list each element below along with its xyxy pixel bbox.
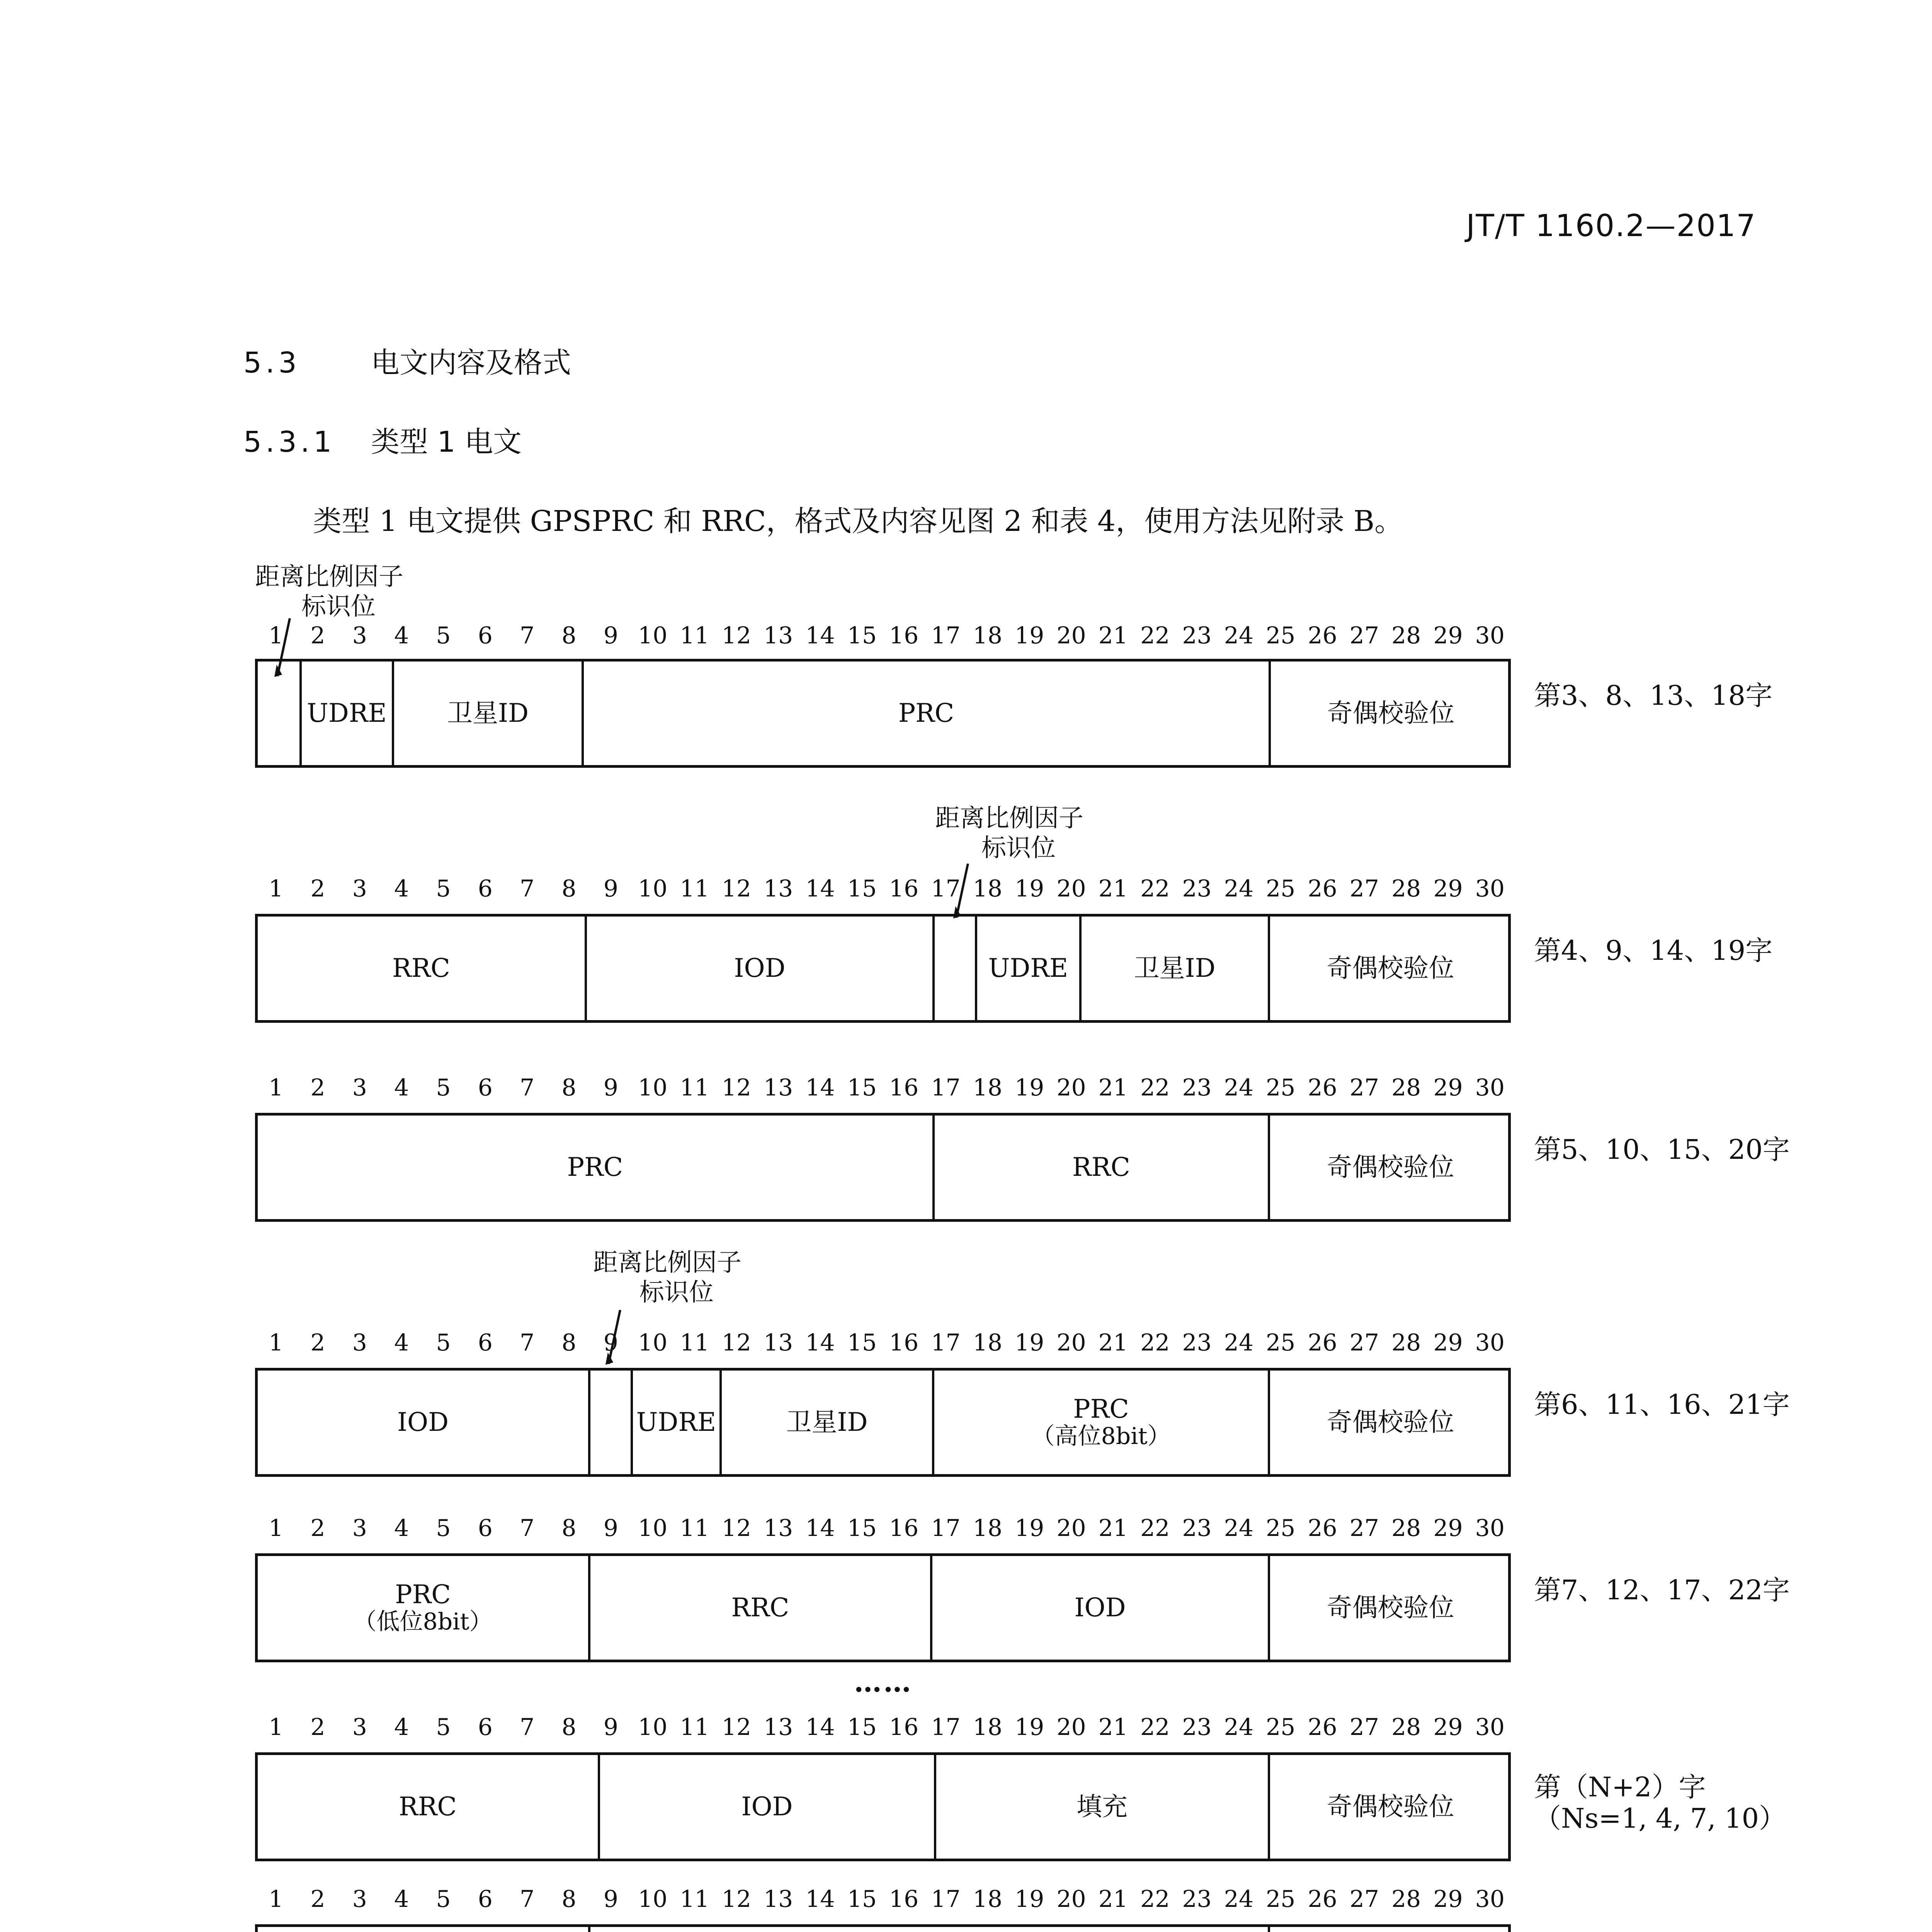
bit-numbers xyxy=(255,1329,1511,1356)
bit-number: 5 xyxy=(436,1886,451,1913)
bit-number: 17 xyxy=(931,622,961,649)
bit-number: 8 xyxy=(561,1329,577,1356)
bit-number: 15 xyxy=(847,875,877,902)
word-label: 第3、8、13、18字 xyxy=(1534,680,1773,711)
bit-number: 1 xyxy=(269,1329,284,1356)
iod-field: IOD xyxy=(585,917,932,1020)
bit-number: 23 xyxy=(1182,875,1212,902)
bit-number: 23 xyxy=(1182,1886,1212,1913)
iod-field: IOD xyxy=(397,1407,449,1437)
bit-number: 2 xyxy=(310,1515,325,1542)
bit-number: 22 xyxy=(1140,1515,1170,1542)
field-text: PRC xyxy=(395,1580,451,1610)
bit-number: 14 xyxy=(805,875,835,902)
section-title: 类型 1 电文 xyxy=(371,425,522,459)
bit-number: 11 xyxy=(680,1074,709,1101)
bit-number: 10 xyxy=(638,875,668,902)
bit-number: 30 xyxy=(1475,622,1505,649)
bit-number: 26 xyxy=(1308,1886,1337,1913)
parity-field: 奇偶校验位 xyxy=(1268,917,1511,1020)
bit-number: 13 xyxy=(763,875,793,902)
bit-number: 28 xyxy=(1391,1074,1421,1101)
bit-number: 9 xyxy=(603,1074,618,1101)
word-label: 第6、11、16、21字 xyxy=(1534,1389,1790,1420)
bit-number: 29 xyxy=(1433,875,1463,902)
bit-number: 12 xyxy=(721,875,752,902)
prc-low-field xyxy=(258,1556,588,1660)
bit-number: 11 xyxy=(680,622,709,649)
bit-number: 17 xyxy=(931,1329,961,1356)
bit-number: 9 xyxy=(603,1714,618,1741)
scale-factor-flag-marker xyxy=(935,804,1083,863)
bit-number: 12 xyxy=(721,1074,752,1101)
bit-number: 8 xyxy=(561,622,577,649)
bit-number: 25 xyxy=(1265,1074,1296,1101)
marker-line1: 距离比例因子 xyxy=(935,804,1083,833)
bit-number: 27 xyxy=(1349,1714,1379,1741)
bit-numbers xyxy=(255,1515,1511,1542)
bit-number: 8 xyxy=(561,875,577,902)
bit-number: 22 xyxy=(1140,875,1170,902)
bit-number: 8 xyxy=(561,1886,577,1913)
bit-number: 9 xyxy=(603,1329,618,1356)
bit-number: 28 xyxy=(1391,1714,1421,1741)
bit-number: 10 xyxy=(638,1515,668,1542)
bit-number: 3 xyxy=(352,1886,367,1913)
rrc-field: RRC xyxy=(588,1556,930,1660)
bit-number: 6 xyxy=(478,1329,493,1356)
bit-number: 7 xyxy=(520,1515,535,1542)
parity-field: 奇偶校验位 xyxy=(1268,1755,1511,1859)
bit-number: 22 xyxy=(1140,1886,1170,1913)
bit-number: 18 xyxy=(973,1714,1003,1741)
bit-number: 28 xyxy=(1391,1515,1421,1542)
word-diagram xyxy=(255,1515,1790,1636)
bit-number: 27 xyxy=(1349,875,1379,902)
bit-number: 7 xyxy=(520,1074,535,1101)
bit-number: 6 xyxy=(478,875,493,902)
word-label-line2: （Ns=1, 4, 7, 10） xyxy=(1534,1802,1786,1834)
bit-number: 14 xyxy=(805,1074,835,1101)
iod-field: IOD xyxy=(930,1556,1268,1660)
bit-number: 15 xyxy=(847,1329,877,1356)
parity-field: 奇偶校验位 xyxy=(1268,1116,1511,1219)
field-subtext: （低位8bit） xyxy=(353,1608,493,1636)
section-paragraph: 类型 1 电文提供 GPSPRC 和 RRC，格式及内容见图 2 和表 4，使用方法见附录 B。 xyxy=(313,505,1403,538)
bit-number: 12 xyxy=(721,1329,752,1356)
bit-number: 2 xyxy=(310,1714,325,1741)
bit-number: 4 xyxy=(394,1074,409,1101)
satellite-id-field: 卫星ID xyxy=(1079,917,1268,1020)
bit-number: 25 xyxy=(1265,1329,1296,1356)
bit-number: 13 xyxy=(763,622,793,649)
bit-numbers xyxy=(255,1714,1511,1741)
section-5-3-heading xyxy=(243,340,571,381)
bit-number: 30 xyxy=(1475,1329,1505,1356)
bit-number: 14 xyxy=(805,1515,835,1542)
bit-number: 14 xyxy=(805,1886,835,1913)
bit-number: 10 xyxy=(638,1886,668,1913)
bit-number: 13 xyxy=(763,1329,793,1356)
bit-number: 5 xyxy=(436,1329,451,1356)
bit-number: 16 xyxy=(889,875,919,902)
bit-number: 27 xyxy=(1349,622,1379,649)
bit-number: 1 xyxy=(269,875,284,902)
bit-number: 23 xyxy=(1182,1714,1212,1741)
bit-number: 9 xyxy=(603,875,618,902)
scale-factor-flag-field xyxy=(932,917,975,1020)
bit-number: 28 xyxy=(1391,622,1421,649)
bit-number: 18 xyxy=(973,1515,1003,1542)
word-box xyxy=(255,1752,1511,1861)
field-text: PRC xyxy=(1073,1394,1129,1424)
bit-number: 2 xyxy=(310,1074,325,1101)
marker-line2: 标识位 xyxy=(301,592,376,621)
bit-number: 23 xyxy=(1182,1074,1212,1101)
bit-number: 19 xyxy=(1014,1714,1044,1741)
bit-number: 16 xyxy=(889,1714,919,1741)
bit-number: 14 xyxy=(805,1714,835,1741)
bit-number: 20 xyxy=(1056,1074,1086,1101)
bit-number: 20 xyxy=(1056,1515,1086,1542)
bit-number: 11 xyxy=(680,1515,709,1542)
bit-number: 6 xyxy=(478,622,493,649)
bit-number: 7 xyxy=(520,622,535,649)
word-label-line1: 第（N+2）字 xyxy=(1534,1771,1706,1803)
bit-number: 13 xyxy=(763,1515,793,1542)
bit-number: 12 xyxy=(721,1886,752,1913)
bit-number: 16 xyxy=(889,1515,919,1542)
word-label: 第5、10、15、20字 xyxy=(1534,1134,1790,1165)
standard-number: JT/T 1160.2—2017 xyxy=(1466,209,1756,243)
bit-number: 24 xyxy=(1224,875,1254,902)
bit-number: 14 xyxy=(805,1329,835,1356)
bit-number: 19 xyxy=(1014,1515,1044,1542)
bit-number: 19 xyxy=(1014,875,1044,902)
parity-field: 奇偶校验位 xyxy=(1268,1371,1511,1474)
bit-number: 16 xyxy=(889,622,919,649)
bit-number: 28 xyxy=(1391,1329,1421,1356)
word-diagram xyxy=(255,1074,1790,1182)
bit-number: 20 xyxy=(1056,622,1086,649)
bit-number: 27 xyxy=(1349,1074,1379,1101)
bit-number: 15 xyxy=(847,1714,877,1741)
bit-number: 17 xyxy=(931,1714,961,1741)
bit-number: 28 xyxy=(1391,1886,1421,1913)
bit-number: 28 xyxy=(1391,875,1421,902)
bit-number: 17 xyxy=(931,1886,961,1913)
bit-number: 15 xyxy=(847,622,877,649)
bit-number: 21 xyxy=(1098,622,1128,649)
bit-number: 24 xyxy=(1224,1714,1254,1741)
bit-number: 21 xyxy=(1098,1074,1128,1101)
bit-number: 24 xyxy=(1224,622,1254,649)
bit-number: 25 xyxy=(1265,1714,1296,1741)
bit-number: 27 xyxy=(1349,1515,1379,1542)
bit-number: 17 xyxy=(931,1515,961,1542)
bit-number: 25 xyxy=(1265,1886,1296,1913)
bit-number: 24 xyxy=(1224,1515,1254,1542)
bit-number: 29 xyxy=(1433,1886,1463,1913)
word-box xyxy=(255,1553,1511,1662)
scale-factor-flag-marker xyxy=(255,562,403,622)
bit-number: 21 xyxy=(1098,1329,1128,1356)
bit-number: 13 xyxy=(763,1074,793,1101)
udre-field: UDRE xyxy=(299,662,392,765)
parity-field: 奇偶校验位 xyxy=(1268,1556,1511,1660)
word-box xyxy=(255,1113,1511,1222)
word-label: 第4、9、14、19字 xyxy=(1534,935,1773,966)
bit-number: 7 xyxy=(520,875,535,902)
scale-factor-flag-field xyxy=(588,1371,631,1474)
bit-number: 17 xyxy=(931,1074,961,1101)
section-title: 电文内容及格式 xyxy=(371,346,571,379)
bit-number: 4 xyxy=(394,1329,409,1356)
bit-number: 5 xyxy=(436,1515,451,1542)
bit-number: 27 xyxy=(1349,1329,1379,1356)
padding-field: 填充 xyxy=(934,1755,1268,1859)
bit-number: 16 xyxy=(889,1886,919,1913)
bit-number: 30 xyxy=(1475,875,1505,902)
bit-number: 6 xyxy=(478,1714,493,1741)
rrc-field: RRC xyxy=(399,1792,457,1822)
bit-number: 13 xyxy=(763,1886,793,1913)
bit-number: 1 xyxy=(269,622,284,649)
bit-number: 10 xyxy=(638,1329,668,1356)
bit-number: 18 xyxy=(973,622,1003,649)
bit-number: 19 xyxy=(1014,1329,1044,1356)
bit-number: 19 xyxy=(1014,622,1044,649)
bit-number: 23 xyxy=(1182,1515,1212,1542)
section-number: 5.3.1 xyxy=(243,425,336,459)
bit-numbers xyxy=(255,1886,1511,1913)
prc-field: PRC xyxy=(567,1152,623,1182)
bit-number: 24 xyxy=(1224,1886,1254,1913)
scale-factor-flag-field xyxy=(258,662,299,765)
word-diagram xyxy=(255,1886,1511,1913)
prc-field: PRC xyxy=(582,662,1269,765)
bit-number: 20 xyxy=(1056,875,1086,902)
field-subtext: （高位8bit） xyxy=(1031,1423,1171,1450)
bit-number: 25 xyxy=(1265,622,1296,649)
bit-number: 15 xyxy=(847,1515,877,1542)
bit-number: 26 xyxy=(1308,1714,1337,1741)
bit-number: 29 xyxy=(1433,1714,1463,1741)
bit-number: 19 xyxy=(1014,1074,1044,1101)
bit-number: 12 xyxy=(721,1515,752,1542)
bit-number: 21 xyxy=(1098,1515,1128,1542)
section-5-3-1-heading xyxy=(243,419,522,460)
bit-number: 24 xyxy=(1224,1329,1254,1356)
section-number: 5.3 xyxy=(243,346,301,379)
bit-number: 24 xyxy=(1224,1074,1254,1101)
bit-number: 9 xyxy=(603,622,618,649)
bit-number: 16 xyxy=(889,1074,919,1101)
bit-number: 22 xyxy=(1140,1714,1170,1741)
bit-number: 10 xyxy=(638,1714,668,1741)
bit-number: 26 xyxy=(1308,1515,1337,1542)
bit-number: 26 xyxy=(1308,1074,1337,1101)
bit-number: 6 xyxy=(478,1515,493,1542)
bit-number: 26 xyxy=(1308,622,1337,649)
bit-number: 3 xyxy=(352,622,367,649)
bit-number: 3 xyxy=(352,1515,367,1542)
bit-number: 2 xyxy=(310,875,325,902)
bit-number: 23 xyxy=(1182,622,1212,649)
bit-number: 3 xyxy=(352,1714,367,1741)
iod-field xyxy=(258,1927,588,1932)
word-diagram xyxy=(255,875,1773,983)
bit-number: 1 xyxy=(269,1886,284,1913)
bit-number: 11 xyxy=(680,1886,709,1913)
bit-number: 30 xyxy=(1475,1886,1505,1913)
padding-field xyxy=(588,1927,1268,1932)
word-box xyxy=(255,914,1511,1023)
bit-number: 11 xyxy=(680,1329,709,1356)
rrc-field: RRC xyxy=(392,953,450,983)
bit-number: 22 xyxy=(1140,622,1170,649)
bit-number: 29 xyxy=(1433,622,1463,649)
bit-number: 21 xyxy=(1098,1714,1128,1741)
bit-number: 4 xyxy=(394,1515,409,1542)
bit-number: 9 xyxy=(603,1515,618,1542)
bit-number: 8 xyxy=(561,1074,577,1101)
bit-number: 6 xyxy=(478,1074,493,1101)
bit-number: 1 xyxy=(269,1074,284,1101)
word-label xyxy=(1534,1772,1786,1834)
bit-number: 27 xyxy=(1349,1886,1379,1913)
parity-field: 奇偶校验位 xyxy=(1269,662,1511,765)
word-diagram xyxy=(255,1329,1790,1450)
bit-number: 9 xyxy=(603,1886,618,1913)
bit-number: 29 xyxy=(1433,1515,1463,1542)
bit-number: 5 xyxy=(436,1074,451,1101)
bit-numbers xyxy=(255,622,1511,649)
bit-number: 2 xyxy=(310,1886,325,1913)
bit-number: 21 xyxy=(1098,1886,1128,1913)
scale-factor-flag-marker xyxy=(593,1248,742,1308)
bit-number: 16 xyxy=(889,1329,919,1356)
bit-number: 5 xyxy=(436,622,451,649)
bit-number: 18 xyxy=(973,1886,1003,1913)
satellite-id-field: 卫星ID xyxy=(392,662,582,765)
bit-number: 8 xyxy=(561,1515,577,1542)
word-box xyxy=(255,659,1511,768)
bit-number: 18 xyxy=(973,875,1003,902)
bit-number: 29 xyxy=(1433,1074,1463,1101)
bit-number: 19 xyxy=(1014,1886,1044,1913)
satellite-id-field: 卫星ID xyxy=(719,1371,932,1474)
udre-field: UDRE xyxy=(975,917,1079,1020)
bit-number: 22 xyxy=(1140,1074,1170,1101)
bit-number: 25 xyxy=(1265,1515,1296,1542)
bit-number: 7 xyxy=(520,1714,535,1741)
bit-number: 29 xyxy=(1433,1329,1463,1356)
marker-line1: 距离比例因子 xyxy=(593,1248,742,1277)
bit-number: 5 xyxy=(436,1714,451,1741)
bit-number: 15 xyxy=(847,1074,877,1101)
bit-number: 22 xyxy=(1140,1329,1170,1356)
bit-number: 12 xyxy=(721,622,752,649)
bit-number: 30 xyxy=(1475,1074,1505,1101)
bit-number: 18 xyxy=(973,1074,1003,1101)
bit-number: 4 xyxy=(394,622,409,649)
bit-number: 7 xyxy=(520,1886,535,1913)
bit-number: 4 xyxy=(394,875,409,902)
bit-numbers xyxy=(255,1074,1511,1101)
bit-number: 1 xyxy=(269,1714,284,1741)
marker-line2: 标识位 xyxy=(639,1278,714,1307)
ellipsis: …… xyxy=(854,1665,913,1698)
bit-number: 15 xyxy=(847,1886,877,1913)
word-label: 第7、12、17、22字 xyxy=(1534,1574,1790,1606)
bit-number: 4 xyxy=(394,1886,409,1913)
bit-number: 2 xyxy=(310,622,325,649)
bit-number: 26 xyxy=(1308,1329,1337,1356)
bit-number: 21 xyxy=(1098,875,1128,902)
bit-number: 20 xyxy=(1056,1329,1086,1356)
udre-field: UDRE xyxy=(631,1371,719,1474)
bit-number: 17 xyxy=(931,875,961,902)
word-box xyxy=(255,1924,1511,1932)
prc-high-field xyxy=(932,1371,1268,1474)
bit-number: 23 xyxy=(1182,1329,1212,1356)
bit-number: 25 xyxy=(1265,875,1296,902)
bit-number: 11 xyxy=(680,875,709,902)
marker-line1: 距离比例因子 xyxy=(255,563,403,591)
word-diagram xyxy=(255,1714,1786,1834)
bit-number: 3 xyxy=(352,1329,367,1356)
bit-number: 13 xyxy=(763,1714,793,1741)
bit-number: 2 xyxy=(310,1329,325,1356)
bit-number: 14 xyxy=(805,622,835,649)
iod-field: IOD xyxy=(598,1755,934,1859)
bit-number: 11 xyxy=(680,1714,709,1741)
bit-numbers xyxy=(255,875,1511,902)
bit-number: 4 xyxy=(394,1714,409,1741)
bit-number: 20 xyxy=(1056,1886,1086,1913)
bit-number: 3 xyxy=(352,1074,367,1101)
bit-number: 30 xyxy=(1475,1714,1505,1741)
marker-line2: 标识位 xyxy=(981,833,1056,862)
word-diagram xyxy=(255,622,1773,728)
bit-number: 10 xyxy=(638,1074,668,1101)
bit-number: 12 xyxy=(721,1714,752,1741)
bit-number: 20 xyxy=(1056,1714,1086,1741)
word-box xyxy=(255,1368,1511,1477)
bit-number: 18 xyxy=(973,1329,1003,1356)
bit-number: 3 xyxy=(352,875,367,902)
bit-number: 6 xyxy=(478,1886,493,1913)
bit-number: 7 xyxy=(520,1329,535,1356)
bit-number: 1 xyxy=(269,1515,284,1542)
bit-number: 10 xyxy=(638,622,668,649)
bit-number: 5 xyxy=(436,875,451,902)
bit-number: 26 xyxy=(1308,875,1337,902)
bit-number: 8 xyxy=(561,1714,577,1741)
rrc-field: RRC xyxy=(932,1116,1268,1219)
bit-number: 30 xyxy=(1475,1515,1505,1542)
parity-field xyxy=(1268,1927,1511,1932)
